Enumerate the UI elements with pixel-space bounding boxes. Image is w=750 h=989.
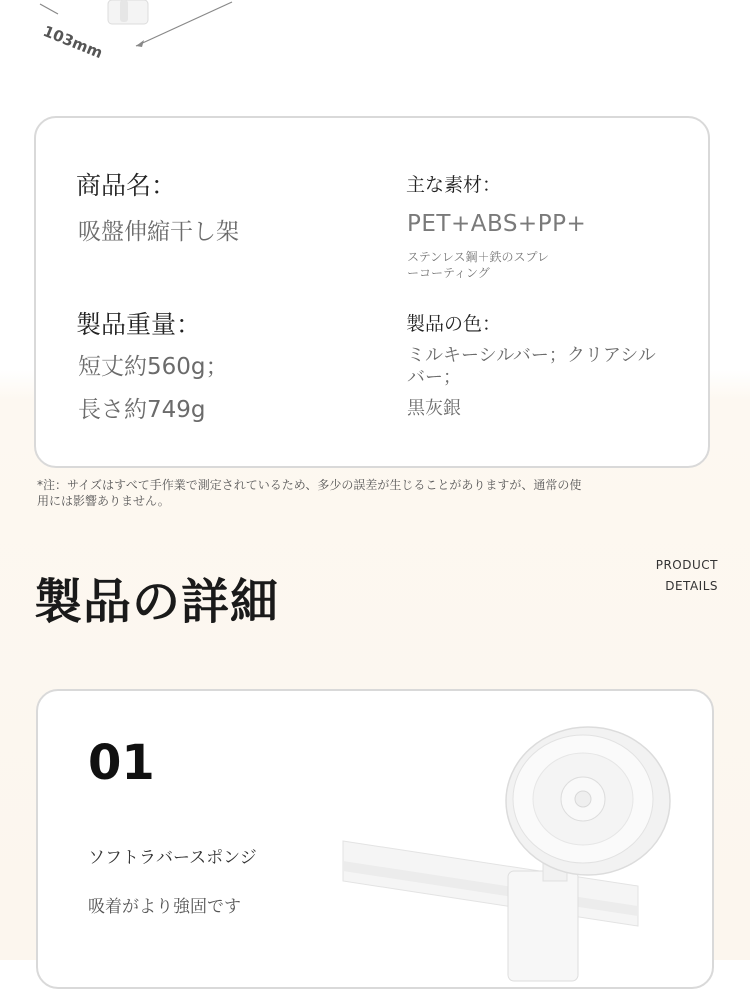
material-note-1: ステンレス鋼＋鉄のスプレ — [407, 250, 550, 264]
measurement-note — [37, 477, 597, 509]
dimension-line-left — [40, 4, 58, 14]
section-english-title — [656, 555, 718, 597]
product-name-label: 商品名： — [76, 171, 177, 200]
weight-value-short: 短丈約560g； — [78, 354, 229, 380]
weight-value-long: 長さ約749g — [78, 397, 206, 423]
detail-card — [36, 689, 714, 989]
product-name-value: 吸盤伸縮干し架 — [78, 219, 239, 245]
color-value-2: バー； — [407, 367, 461, 388]
detail-number: 01 — [88, 735, 155, 791]
section-title: 製品の詳細 — [34, 574, 280, 630]
product-fragment-part — [120, 0, 128, 22]
dimension-line-right — [136, 2, 232, 46]
spec-card — [34, 116, 710, 468]
dimension-illustration — [0, 0, 260, 75]
note-line-2: 用には影響ありません。 — [37, 494, 170, 508]
english-title-line-1: PRODUCT — [655, 558, 718, 572]
material-label: 主な素材： — [406, 174, 502, 196]
note-line-1: *注：サイズはすべて手作業で測定されているため、多少の誤差が生じることがありますが、通常の使 — [37, 478, 582, 492]
weight-label: 製品重量： — [76, 310, 202, 339]
dimension-label: 103mm — [40, 22, 106, 63]
suction-cup-center — [575, 791, 591, 807]
material-value: PET+ABS+PP+ — [407, 211, 587, 237]
dimension-arrow — [136, 40, 144, 47]
suction-cup-product-image — [338, 711, 714, 989]
english-title-line-2: DETAILS — [665, 579, 718, 593]
bracket — [508, 871, 578, 981]
color-value-1: ミルキーシルバー；クリアシル — [407, 345, 656, 366]
detail-feature: ソフトラバースポンジ — [88, 848, 257, 868]
detail-description: 吸着がより強固です — [88, 897, 241, 917]
color-label: 製品の色： — [406, 313, 502, 335]
color-value-3: 黒灰銀 — [407, 398, 461, 419]
material-note-2: ーコーティング — [407, 266, 490, 280]
